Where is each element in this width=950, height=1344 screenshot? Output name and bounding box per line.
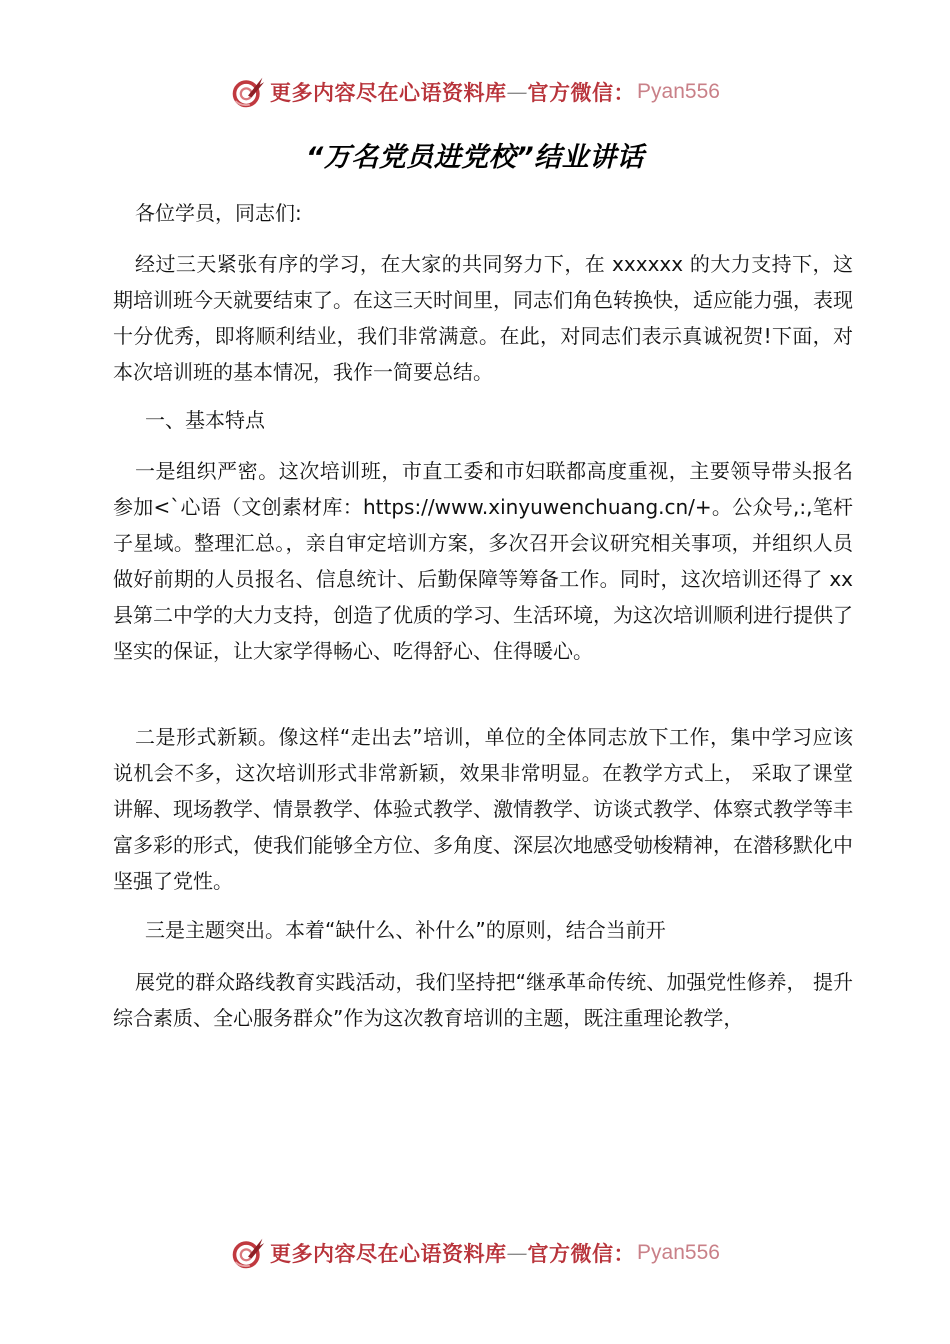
paragraph-theme: 三是主题突出。本着“缺什么、补什么”的原则，结合当前开 <box>145 918 666 942</box>
banner-official-text: 官方微信： <box>527 80 636 105</box>
banner-dash: — <box>506 1241 528 1265</box>
greeting: 各位学员，同志们: <box>135 201 302 225</box>
paragraph-theme-continued: 展党的群众路线教育实践活动，我们坚持把“继承革命传统、加强党性修养， 提升综合素质、全心服务群众”作为这次教育培训的主题，既注重理论教学， <box>113 970 853 1030</box>
banner-wechat-id: Pyan556 <box>637 80 720 103</box>
paragraph-organization: 一是组织严密。这次培训班，市直工委和市妇联都高度重视，主要领导带头报名参加<`心语（文创素材库：https://www.xinyuwenchuang.cn/+。公众号,:,笔杆子星域。整理汇总。，亲自审定培训方案，多次召开会议研究相关事项，并组织人员做好前期的人员报名、信息统计、后勤保障等筹备工作。同时，这次培训还得了 xx 县第二中学的大力支持，创造了优质的学习、生活环境，为这次培训顺利进行提供了坚实的保证，让大家学得畅心、吃得舒心、住得暖心。 <box>113 459 853 663</box>
footer-banner <box>0 1233 950 1273</box>
section-heading: 一、基本特点 <box>145 408 265 432</box>
paragraph-format: 二是形式新颖。像这样“走出去”培训，单位的全体同志放下工作，集中学习应该说机会不多，这次培训形式非常新颖，效果非常明显。在教学方式上， 采取了课堂讲解、现场教学、情景教学、体验式教学、激情教学、访谈式教学、体察式教学等丰富多彩的形式，使我们能够全方位、多角度、深层次地感受劬梭精神，在潜移默化中坚强了党性。 <box>113 725 853 893</box>
banner-main-text: 更多内容尽在心语资料库 <box>270 80 507 105</box>
quill-swirl-logo-icon <box>230 74 266 110</box>
banner-official-text: 官方微信： <box>527 1241 636 1266</box>
document-title: “万名党员进党校”结业讲话 <box>305 142 645 173</box>
header-banner <box>0 72 950 112</box>
banner-dash: — <box>506 80 528 104</box>
quill-swirl-logo-icon <box>230 1235 266 1271</box>
banner-main-text: 更多内容尽在心语资料库 <box>270 1241 507 1266</box>
banner-wechat-id: Pyan556 <box>637 1241 720 1264</box>
paragraph-intro: 经过三天紧张有序的学习，在大家的共同努力下，在 xxxxxx 的大力支持下，这期培训班今天就要结束了。在这三天时间里，同志们角色转换快，适应能力强，表现十分优秀，即将顺利结业，我们非常满意。在此，对同志们表示真诚祝贺!下面，对本次培训班的基本情况，我作一简要总结。 <box>113 252 853 384</box>
